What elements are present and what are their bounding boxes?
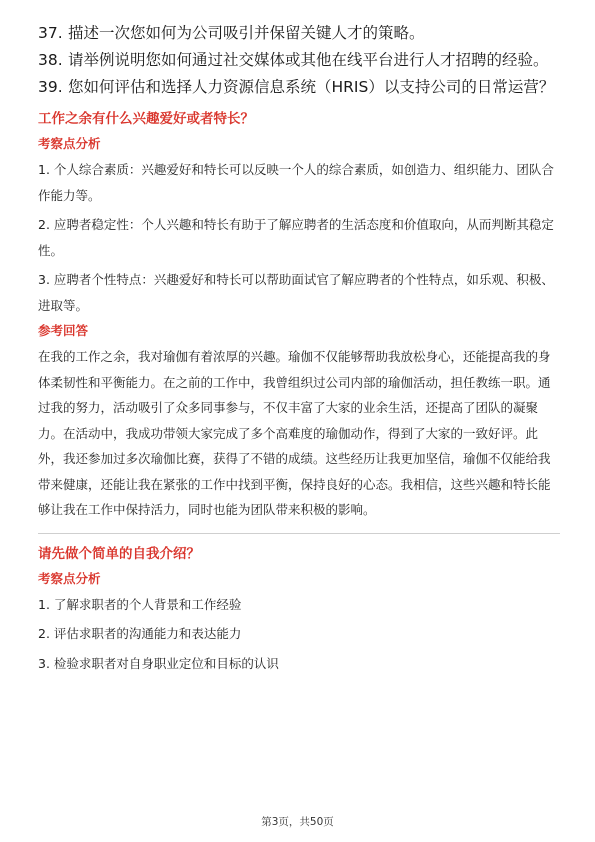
document-page <box>38 22 560 680</box>
section-title: 工作之余有什么兴趣爱好或者特长？ <box>38 111 254 127</box>
question-number: 39. <box>38 78 63 96</box>
analysis-point: 1. 个人综合素质：兴趣爱好和特长可以反映一个人的综合素质，如创造力、组织能力、团队合作能力等。 <box>38 162 554 203</box>
answer-heading: 参考回答 <box>38 323 89 338</box>
question-number: 37. <box>38 24 63 42</box>
page-number: 第3页，共50页 <box>261 816 334 828</box>
section-divider <box>38 533 560 534</box>
analysis-heading: 考察点分析 <box>38 570 101 586</box>
analysis-point: 1. 了解求职者的个人背景和工作经验 <box>38 596 242 612</box>
list-item <box>38 76 560 99</box>
analysis-point: 2. 评估求职者的沟通能力和表达能力 <box>38 626 242 641</box>
analysis-point: 2. 应聘者稳定性：个人兴趣和特长有助于了解应聘者的生活态度和价值取向，从而判断其稳定性。 <box>38 217 554 258</box>
list-item <box>38 22 560 45</box>
question-list <box>38 22 560 99</box>
section-title: 请先做个简单的自我介绍？ <box>38 545 200 562</box>
analysis-point: 3. 检验求职者对自身职业定位和目标的认识 <box>38 655 279 671</box>
question-text: 您如何评估和选择人力资源信息系统（HRIS）以支持公司的日常运营？ <box>68 78 555 96</box>
question-text: 请举例说明您如何通过社交媒体或其他在线平台进行人才招聘的经验。 <box>68 51 549 69</box>
question-number: 38. <box>38 51 63 69</box>
analysis-point: 3. 应聘者个性特点：兴趣爱好和特长可以帮助面试官了解应聘者的个性特点，如乐观、积极、进取等。 <box>38 272 554 313</box>
list-item <box>38 49 560 72</box>
question-text: 描述一次您如何为公司吸引并保留关键人才的策略。 <box>68 24 425 42</box>
analysis-heading: 考察点分析 <box>38 136 101 151</box>
answer-paragraph: 在我的工作之余，我对瑜伽有着浓厚的兴趣。瑜伽不仅能够帮助我放松身心，还能提高我的身体柔韧性和平衡能力。在之前的工作中，我曾组织过公司内部的瑜伽活动，担任教练一职。通过我的努力，活动吸引了众多同事参与，不仅丰富了大家的业余生活，还提高了团队的凝聚力。在活动中，我成功带领大家完成了多个高难度的瑜伽动作，得到了大家的一致好评。此外，我还参加过多次瑜伽比赛，获得了不错的成绩。这些经历让我更加坚信，瑜伽不仅能给我带来健康，还能让我在紧张的工作中找到平衡，保持良好的心态。我相信，这些兴趣和特长能够让我在工作中保持活力，同时也能为团队带来积极的影响。 <box>38 349 551 517</box>
